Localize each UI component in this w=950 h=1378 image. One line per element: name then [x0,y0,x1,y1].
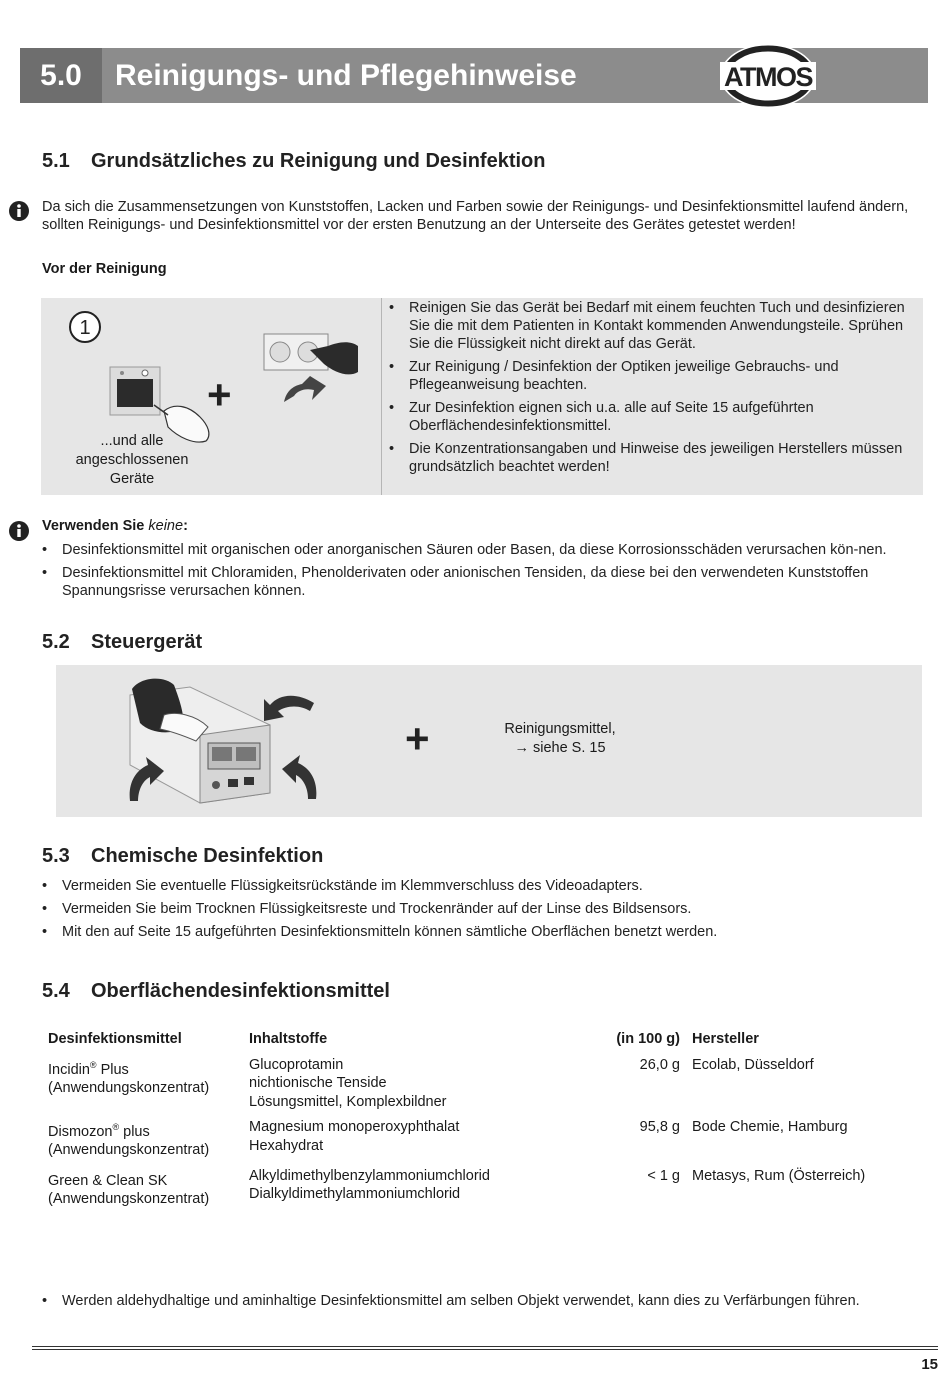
manufacturer: Bode Chemie, Hamburg [692,1119,848,1135]
cleaning-agent-note: Reinigungsmittel, → siehe S. 15 [504,721,616,756]
list-item: • Zur Desinfektion eignen sich u.a. alle auf Seite 15 aufgeführten Oberflächendesinfektionsmittel. [389,399,917,435]
section-5-3-heading: 5.3 Chemische Desinfektion [42,845,324,867]
table-row [42,1166,902,1215]
amount: 95,8 g [639,1119,680,1135]
before-cleaning-list [389,299,917,481]
list-item: • Zur Reinigung / Desinfektion der Optiken jeweilige Gebrauchs- und Pflegeanweisung beachten. [389,358,917,394]
table-row [42,1117,902,1166]
warning-list [42,541,932,605]
plus-icon: + [405,715,430,762]
list-item: • Reinigen Sie das Gerät bei Bedarf mit einem feuchten Tuch und desinfizieren Sie die mit dem Patienten in Kontakt kommenden Anwendungsteile. Sprühen Sie die Flüssigkeit nicht direkt auf das Gerät. [389,299,917,353]
manufacturer: Metasys, Rum (Österreich) [692,1167,866,1184]
table-header-row [42,1028,902,1055]
controller-device-icon [120,675,325,807]
ingredients: Glucoprotamin nichtionische Tenside Lösungsmittel, Komplexbildner [249,1056,447,1110]
product-name: Dismozon® plus (Anwendungskonzentrat) [48,1122,210,1159]
list-item: • Vermeiden Sie eventuelle Flüssigkeitsrückstände im Klemmverschluss des Videoadapters. [42,877,932,895]
section-5-1-heading: 5.1 Grundsätzliches zu Reinigung und Desinfektion [42,150,546,172]
amount: < 1 g [647,1167,680,1184]
column-header: Inhaltstoffe [249,1031,328,1047]
chapter-title: Reinigungs- und Pflegehinweise [115,59,577,92]
list-item: • Vermeiden Sie beim Trocknen Flüssigkeitsreste und Trockenränder auf der Linse des Bildsensors. [42,900,932,918]
atmos-logo [710,42,825,109]
column-header: Desinfektionsmittel [48,1031,182,1047]
section-5-2-heading: 5.2 Steuergerät [42,631,203,653]
intro-paragraph: Da sich die Zusammensetzungen von Kunststoffen, Lacken und Farben sowie der Reinigungs- und Desinfektionsmittel laufend ändern, sollten Reinigungs- und Desinfektionsmittel vor der ersten Benutzung an der Unterseite des Gerätes getestet werden! [42,199,909,233]
info-icon [8,200,30,222]
discoloration-note [42,1292,902,1315]
list-item: • Desinfektionsmittel mit Chloramiden, Phenolderivaten oder anionischen Tensiden, da diese bei den verwendeten Kunststoffen Spannungsrisse verursachen können. [42,564,932,600]
chapter-header [20,48,928,103]
ingredients: Magnesium monoperoxyphthalat Hexahydrat [249,1119,460,1154]
list-item: • Die Konzentrationsangaben und Hinweise des jeweiligen Herstellers müssen grundsätzlich beachtet werden! [389,440,917,476]
column-header: Hersteller [692,1031,759,1047]
amount: 26,0 g [639,1056,680,1073]
section-5-4-heading: 5.4 Oberflächendesinfektionsmittel [42,980,390,1002]
plus-icon: + [207,371,232,418]
table-row [42,1055,902,1118]
svg-text:ATMOS: ATMOS [724,62,812,92]
chemical-disinfection-list [42,877,932,946]
step-number-badge [68,310,102,344]
info-icon [8,520,30,542]
warning-heading: Verwenden Sie keine: [42,518,188,534]
disinfectant-table [42,1028,902,1215]
footer-rule [32,1349,938,1350]
product-name: Incidin® Plus (Anwendungskonzentrat) [48,1059,210,1096]
before-cleaning-label: Vor der Reinigung [42,261,167,277]
product-name: Green & Clean SK (Anwendungskonzentrat) [48,1172,210,1208]
list-item: • Werden aldehydhaltige und aminhaltige Desinfektionsmittel am selben Objekt verwendet, kann dies zu Verfärbungen führen. [42,1292,902,1310]
unplug-mains-icon [262,320,362,408]
panel-divider [381,298,382,495]
step-caption: ...und alle angeschlossenen Geräte [75,433,189,487]
footer-rule [32,1346,938,1347]
page-number: 15 [921,1356,938,1373]
chapter-number: 5.0 [20,48,102,103]
list-item: • Mit den auf Seite 15 aufgeführten Desinfektionsmitteln können sämtliche Oberflächen benetzt werden. [42,923,932,941]
column-header: (in 100 g) [616,1031,680,1047]
svg-text:1: 1 [79,317,91,339]
list-item: • Desinfektionsmittel mit organischen oder anorganischen Säuren oder Basen, da diese Korrosionsschäden verursachen kön-nen. [42,541,932,559]
ingredients: Alkyldimethylbenzylammoniumchlorid Dialkyldimethylammoniumchlorid [249,1167,490,1203]
manufacturer: Ecolab, Düsseldorf [692,1056,814,1073]
